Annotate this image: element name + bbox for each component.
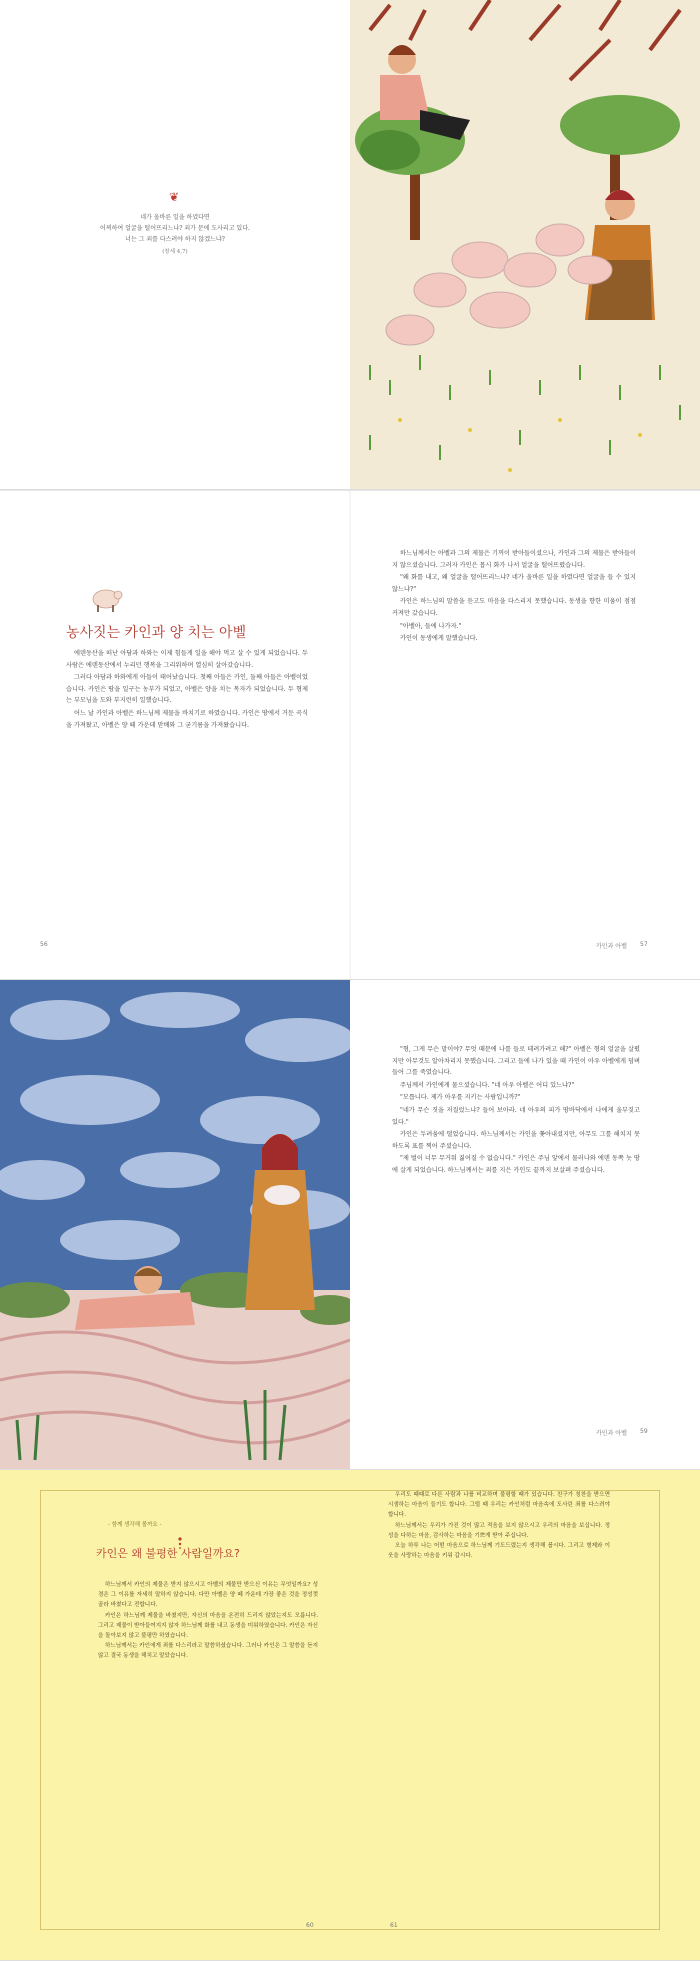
running-head: 카인과 아벨 [596, 943, 627, 950]
paragraph: 하느님께서 카인의 제물은 받지 않으시고 아벨의 제물만 받으신 이유는 무엇일까요? 성경은 그 이유를 자세히 말하지 않습니다. 다만 아벨은 양 떼 가운데 가장 좋은 것을 정성껏 골라 바쳤다고 전합니다. [98, 1582, 318, 1609]
ornament-icon: ❦ [168, 190, 182, 204]
page-number-left: 56 [40, 941, 48, 948]
note-title: 카인은 왜 불평한 사람일까요? [96, 1547, 240, 1560]
page-number-right: 59 [640, 1428, 648, 1435]
spread3-body-text [392, 1044, 640, 1178]
page-number-left: 60 [306, 1922, 314, 1929]
epigraph-text [0, 212, 350, 245]
left-page-text [0, 491, 350, 979]
left-page-epigraph [0, 0, 350, 489]
page-number-right: 57 [640, 941, 648, 948]
left-body-text [66, 648, 308, 732]
note-right-text [388, 1490, 610, 1561]
paragraph: "제 벌이 너무 무거워 짊어질 수 없습니다." 카인은 주님 앞에서 물러나와 에덴 동쪽 놋 땅에 살게 되었습니다. 하느님께서는 죄를 지은 카인도 끝까지 보살펴 주셨습니다. [392, 1155, 640, 1174]
paragraph: 카인은 하느님의 말씀을 듣고도 마음을 다스리지 못했습니다. 동생을 향한 미움이 점점 커져만 갔습니다. [392, 598, 636, 617]
sheep-icon [88, 585, 124, 613]
paragraph: 오늘 하루 나는 어떤 마음으로 하느님께 기도드렸는지 생각해 봅시다. 그리고 형제와 이웃을 사랑하는 마음을 키워 갑시다. [388, 1543, 610, 1560]
paragraph: 에덴동산을 떠난 아담과 하와는 이제 힘들게 일을 해야 먹고 살 수 있게 되었습니다. 두 사람은 에덴동산에서 누리던 행복을 그리워하며 열심히 살아갔습니다. [66, 650, 308, 669]
page-number-right: 61 [390, 1922, 398, 1929]
paragraph: "형, 그게 무슨 말이야? 무엇 때문에 나를 들로 데려가려고 해?" 아벨은 형의 얼굴을 살폈지만 아무것도 알아차리지 못했습니다. 그리고 들에 나가 있을 때 카인이 아우 아벨에게 덤벼들어 그를 죽였습니다. [392, 1046, 640, 1077]
paragraph: 우리도 때때로 다른 사람과 나를 비교하며 불평할 때가 있습니다. 친구가 칭찬을 받으면 시샘하는 마음이 들기도 합니다. 그럴 때 우리는 카인처럼 마음속에 도사린 죄를 다스려야 합니다. [388, 1492, 610, 1519]
painting-shepherd-and-farmer [350, 0, 700, 489]
paragraph: "네가 무슨 짓을 저질렀느냐? 들어 보아라. 네 아우의 피가 땅바닥에서 나에게 울부짖고 있다." [392, 1106, 640, 1126]
paragraph: 주님께서 카인에게 물으셨습니다. "네 아우 아벨은 어디 있느냐?" [400, 1081, 575, 1089]
right-body-text [392, 548, 636, 646]
spread-1 [0, 0, 700, 490]
running-head: 카인과 아벨 [596, 1430, 627, 1437]
paragraph: 하느님께서는 우리가 가진 것이 많고 적음을 보지 않으시고 우리의 마음을 보십니다. 정성을 다하는 마음, 감사하는 마음을 기쁘게 받아 주십니다. [388, 1522, 610, 1539]
epigraph-line: 네가 올바른 일을 하였다면 [140, 214, 210, 221]
paragraph: 하느님께서는 카인에게 죄를 다스리라고 말씀하셨습니다. 그러나 카인은 그 말씀을 듣지 않고 결국 동생을 해치고 말았습니다. [98, 1643, 318, 1660]
chapter-title: 농사짓는 카인과 양 치는 아벨 [66, 625, 247, 641]
paragraph: 카인이 동생에게 말했습니다. [400, 635, 478, 643]
paragraph: "왜 화를 내고, 왜 얼굴을 떨어뜨리느냐? 네가 올바른 일을 하였다면 얼굴을 들 수 있지 않느냐?" [392, 574, 636, 593]
note-label: - 함께 생각해 볼까요 - [108, 1522, 162, 1528]
painting-cain-and-abel [0, 980, 350, 1469]
paragraph: 카인은 두려움에 떨었습니다. 하느님께서는 카인을 쫓아내셨지만, 아무도 그를 해치지 못하도록 표를 찍어 주셨습니다. [392, 1131, 640, 1150]
epigraph-line: 너는 그 죄를 다스려야 하지 않겠느냐? [125, 236, 225, 243]
paragraph: "모릅니다. 제가 아우를 지키는 사람입니까?" [400, 1094, 521, 1102]
epigraph-line: 어찌하여 얼굴을 떨어뜨리느냐? 죄가 문에 도사리고 있다. [100, 225, 250, 232]
epigraph [0, 190, 350, 255]
paragraph: 그러다 아담과 하와에게 아들이 태어났습니다. 첫째 아들은 카인, 둘째 아들은 아벨이었습니다. 카인은 땅을 일구는 농부가 되었고, 아벨은 양을 치는 목자가 되었습니다. 두 형제는 부모님을 도와 부지런히 일했습니다. [66, 674, 308, 705]
paragraph: 하느님께서는 아벨과 그의 제물은 기꺼이 받아들이셨으나, 카인과 그의 제물은 받아들이지 않으셨습니다. 그러자 카인은 몹시 화가 나서 얼굴을 떨어뜨렸습니다. [392, 550, 636, 569]
paragraph: 어느 날 카인과 아벨은 하느님께 제물을 바치기로 하였습니다. 카인은 땅에서 거둔 곡식을 가져왔고, 아벨은 양 떼 가운데 맏배와 그 굳기름을 가져왔습니다. [66, 709, 308, 729]
epigraph-source: (창세 4,7) [162, 249, 188, 255]
note-left-text [98, 1580, 318, 1662]
paragraph: "아벨아, 들에 나가자." [400, 622, 462, 630]
paragraph: 카인은 하느님께 제물을 바쳤지만, 자신의 마음을 온전히 드리지 않았는지도 모릅니다. 그리고 제물이 받아들여지지 않자 하느님께 화를 내고 동생을 미워하였습니다. 카인은 자신을 돌아보지 않고 불평만 하였습니다. [98, 1612, 318, 1640]
